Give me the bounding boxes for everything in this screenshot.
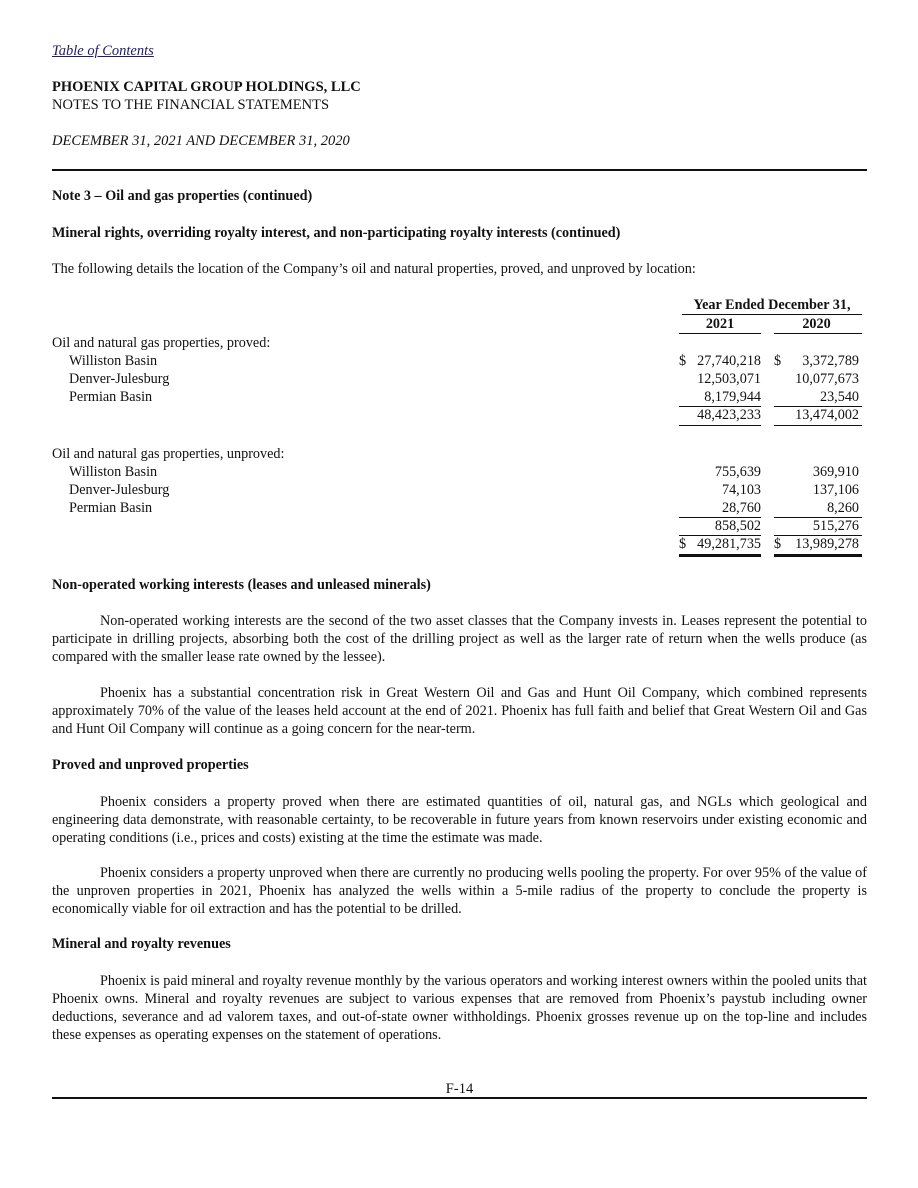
unproved-label: Oil and natural gas properties, unproved:: [52, 446, 285, 462]
sub-heading: Mineral rights, overriding royalty interest, and non-participating royalty interests (continued): [52, 225, 621, 241]
table-row: [52, 464, 867, 482]
company-name: PHOENIX CAPITAL GROUP HOLDINGS, LLC: [52, 79, 361, 95]
year-rule-2021: [679, 333, 761, 334]
paragraph: [52, 684, 867, 738]
value-2021: 28,760: [721, 500, 761, 516]
value-2020: 369,910: [812, 464, 859, 480]
subtotal-row: [52, 518, 867, 536]
paragraph: [52, 612, 867, 666]
dollar-sign: $: [679, 353, 687, 369]
paragraph-text: Phoenix considers a property unproved when there are currently no producing wells pooling the property. For over 95% of the value of the unproven properties in 2021, Phoenix has analyzed the wells within a 5-mile radius of the property to conclude the property is economically viable for oil extraction and has the potential to be drilled.: [52, 865, 867, 917]
header-rule: [682, 314, 862, 315]
value-2021: 8,179,944: [704, 389, 761, 405]
subtotal-2020: 13,474,002: [795, 407, 859, 423]
total-2021: [679, 536, 761, 553]
subtotal-2021: 858,502: [714, 518, 761, 534]
value-2020: 137,106: [812, 482, 859, 498]
paragraph: [52, 972, 867, 1044]
value-2021: 74,103: [721, 482, 761, 498]
section-heading: Non-operated working interests (leases and unleased minerals): [52, 577, 431, 593]
proved-label: Oil and natural gas properties, proved:: [52, 335, 271, 351]
year-rule-2020: [774, 333, 862, 334]
amount: 13,989,278: [795, 536, 859, 552]
intro-text: The following details the location of the Company’s oil and natural properties, proved, and unproved by location:: [52, 261, 696, 277]
paragraph-text: Phoenix considers a property proved when there are estimated quantities of oil, natural gas, and NGLs which geological and engineering data demonstrate, with reasonable certainty, to be recoverable in future years from known reservoirs under existing economic and operating conditions (i.e., prices and costs) existing at the time the estimate was made.: [52, 794, 867, 846]
table-row: [52, 371, 867, 389]
total-2020: [774, 536, 859, 553]
section-heading: Mineral and royalty revenues: [52, 936, 231, 952]
dollar-sign: $: [679, 536, 687, 552]
value-2021: [679, 353, 761, 370]
note-heading: Note 3 – Oil and gas properties (continued): [52, 188, 313, 204]
value-2021: 755,639: [714, 464, 761, 480]
table-row: [52, 353, 867, 371]
table-of-contents-link[interactable]: Table of Contents: [52, 43, 154, 59]
subtotal-2021: 48,423,233: [697, 407, 761, 423]
section-heading: Proved and unproved properties: [52, 757, 249, 773]
table-row: [52, 482, 867, 500]
value-2020: 8,260: [827, 500, 859, 516]
table-row: [52, 500, 867, 518]
footer-divider: [52, 1097, 867, 1099]
amount: 27,740,218: [697, 353, 761, 369]
page-number: F-14: [445, 1081, 474, 1097]
column-header-2021: 2021: [705, 316, 735, 332]
header-divider: [52, 169, 867, 171]
paragraph-text: Phoenix is paid mineral and royalty revenue monthly by the various operators and working interest owners within the pooled units that Phoenix owns. Mineral and royalty revenues are subject to various expenses that are removed from Phoenix’s paystub including owner deductions, severance and ad valorem taxes, and out-of-state owner withholdings. Phoenix grosses revenue up on the top-line and includes these expenses as operating expenses on the statement of operations.: [52, 973, 867, 1043]
total-row: [52, 536, 867, 554]
subtotal-row: [52, 407, 867, 425]
subtotal-rule: [774, 425, 862, 426]
total-double-rule: [679, 554, 761, 557]
amount: 3,372,789: [802, 353, 859, 369]
row-label: Permian Basin: [69, 389, 153, 405]
value-2020: [774, 353, 859, 370]
amount: 49,281,735: [697, 536, 761, 552]
row-label: Denver-Julesburg: [69, 482, 170, 498]
row-label: Williston Basin: [69, 464, 158, 480]
column-header-2020: 2020: [802, 316, 831, 332]
value-2020: 23,540: [819, 389, 859, 405]
value-2021: 12,503,071: [697, 371, 761, 387]
statement-dates: DECEMBER 31, 2021 AND DECEMBER 31, 2020: [52, 133, 350, 149]
dollar-sign: $: [774, 536, 782, 552]
paragraph-text: Non-operated working interests are the second of the two asset classes that the Company invests in. Leases represent the potential to participate in drilling projects, absorbing both the cost of the drilling project as well as the larger rate of return when the wells produce (as compared with the smaller lease rate owned by the lessee).: [52, 613, 867, 665]
subtotal-rule: [679, 425, 761, 426]
row-label: Denver-Julesburg: [69, 371, 170, 387]
row-label: Permian Basin: [69, 500, 153, 516]
dollar-sign: $: [774, 353, 782, 369]
table-header-span: Year Ended December 31,: [693, 297, 851, 313]
value-2020: 10,077,673: [795, 371, 859, 387]
notes-title: NOTES TO THE FINANCIAL STATEMENTS: [52, 97, 330, 113]
paragraph-text: Phoenix has a substantial concentration risk in Great Western Oil and Gas and Hunt Oil Company, which combined represents approximately 70% of the value of the leases held account at the end of 2021. Phoenix has full faith and belief that Great Western Oil and Gas and Hunt Oil Company will continue as a going concern for the near-term.: [52, 685, 867, 737]
total-double-rule: [774, 554, 862, 557]
table-row: [52, 389, 867, 407]
paragraph: [52, 864, 867, 918]
paragraph: [52, 793, 867, 847]
subtotal-2020: 515,276: [812, 518, 859, 534]
row-label: Williston Basin: [69, 353, 158, 369]
